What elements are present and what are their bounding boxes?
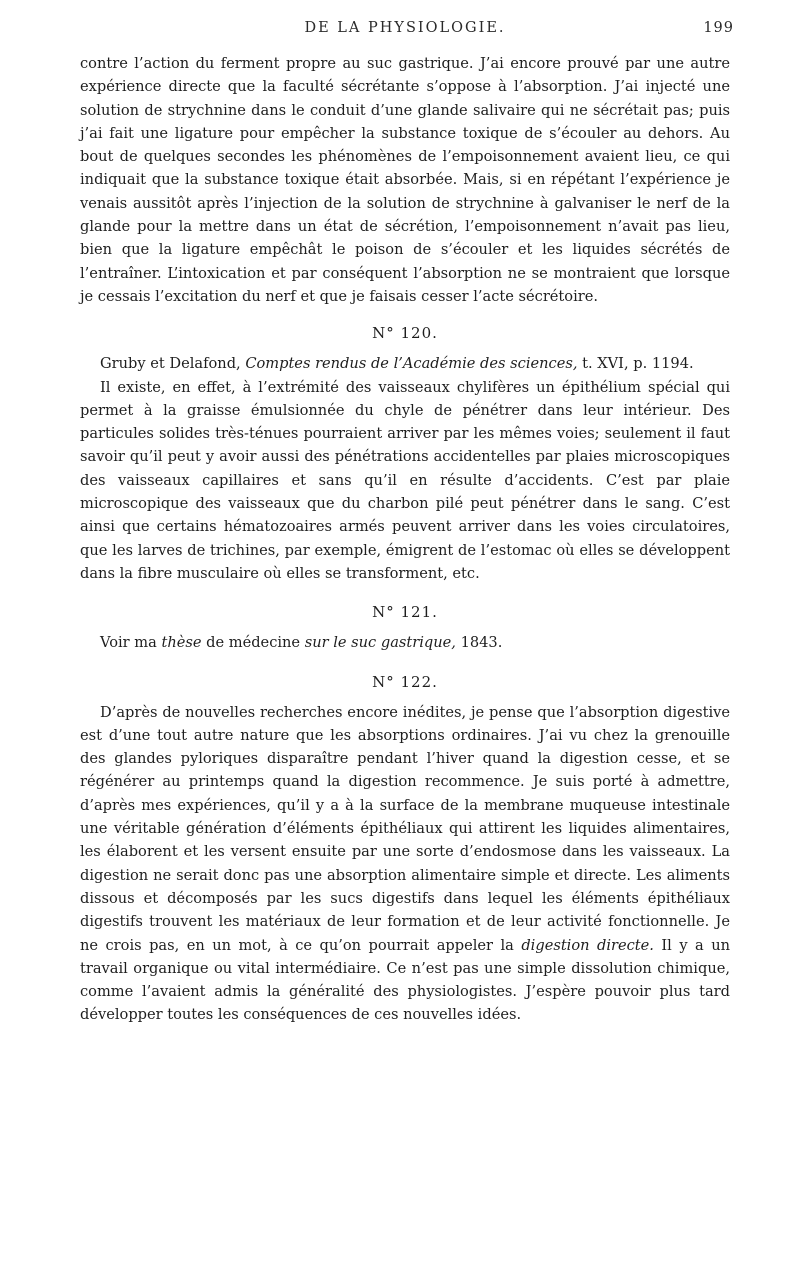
running-head [80,20,734,50]
reference-120 [80,352,730,375]
note-number-121: N° 121. [372,603,438,622]
note-122-text-a: D’après de nouvelles recherches encore inédites, je pense que l’absorption digestive est d’une tout autre nature que les absorptions ordinaires. J’ai vu chez la grenouille des glandes pyloriques disparaître pendant l’hiver quand la digestion cesse, et se régénérer au printemps quand la digestion recommence. Je suis porté à admettre, d’après mes expériences, qu’il y a à la surface de la membrane muqueuse intestinale une véritable génération d’éléments épithéliaux qui attirent les liquides alimentaires, les élaborent et les versent ensuite par une sorte d’endosmose dans les vaisseaux. La digestion ne serait donc pas une absorption alimentaire simple et directe. Les aliments dissous et décomposés par les sucs digestifs dans lequel les éléments épithéliaux digestifs trouvent les matériaux de leur formation et de leur activité fonctionnelle. Je ne crois pas, en un mot, à ce qu’on pourrait appeler la [80,703,730,954]
page-number: 199 [703,20,734,36]
continued-paragraph: contre l’action du ferment propre au suc gastrique. J’ai encore prouvé par une autre expérience directe que la faculté sécrétante s’oppose à l’absorption. J’ai injecté une solution de strychnine dans le conduit d’une glande salivaire qui ne sécrétait pas; puis j’ai fait une ligature pour empêcher la substance toxique de s’écouler au dehors. Au bout de quelques secondes les phénomènes de l’empoisonnement avaient lieu, ce qui indiquait que la substance toxique était absorbée. Mais, si en répétant l’expérience je venais aussitôt après l’injection de la solution de strychnine à galvaniser le nerf de la glande pour la mettre dans un état de sécrétion, l’empoisonnement n’avait pas lieu, bien que la ligature empêchât le poison de s’écouler et les liquides sécrétés de l’entraîner. L’intoxication et par conséquent l’absorption ne se montraient que lorsque je cessais l’excitation du nerf et que je faisais cesser l’acte sécrétoire. [80,55,730,305]
note-120-text: Il existe, en effet, à l’extrémité des vaisseaux chylifères un épithélium spécial qui permet à la graisse émulsionnée du chyle de pénétrer dans leur intérieur. Des particules solides très-ténues pourraient arriver par les mêmes voies; seulement il faut savoir qu’il peut y avoir aussi des pénétrations accidentelles par plaies microscopiques des vaisseaux capillaires et sans qu’il en résulte d’accidents. C’est par plaie microscopique des vaisseaux que du charbon pilé peut pénétrer dans le sang. C’est ainsi que certains hématozoaires armés peuvent arriver dans les voies circulatoires, que les larves de trichines, par exemple, émigrent de l’estomac où elles se développent dans la fibre musculaire où elles se transforment, etc. [80,378,730,582]
reference-authors: Gruby et Delafond, [100,355,246,373]
reference-year: 1843. [455,634,503,652]
note-122-text-b: Il y a un travail organique ou vital intermédiaire. Ce n’est pas une simple dissolution chimique, comme l’avaient admis la généralité des physiologistes. J’espère pouvoir plus tard développer toutes les conséquences de ces nouvelles idées. [80,936,731,1024]
reference-these: thèse [161,634,202,652]
reference-journal: Comptes rendus de l’Académie des sciences, [245,355,578,373]
note-122-italic: digestion directe. [521,936,654,954]
reference-title: sur le suc gastrique, [304,634,456,652]
book-page [80,20,734,1027]
note-number-122: N° 122. [372,672,438,691]
note-122-text [80,701,730,1027]
running-title: DE LA PHYSIOLOGIE. [304,20,506,36]
reference-prefix: Voir ma [100,634,162,652]
reference-volume-page: t. XVI, p. 1194. [577,355,694,373]
reference-mid: de médecine [201,634,305,652]
note-number-120: N° 120. [372,324,438,343]
reference-121 [80,631,730,654]
